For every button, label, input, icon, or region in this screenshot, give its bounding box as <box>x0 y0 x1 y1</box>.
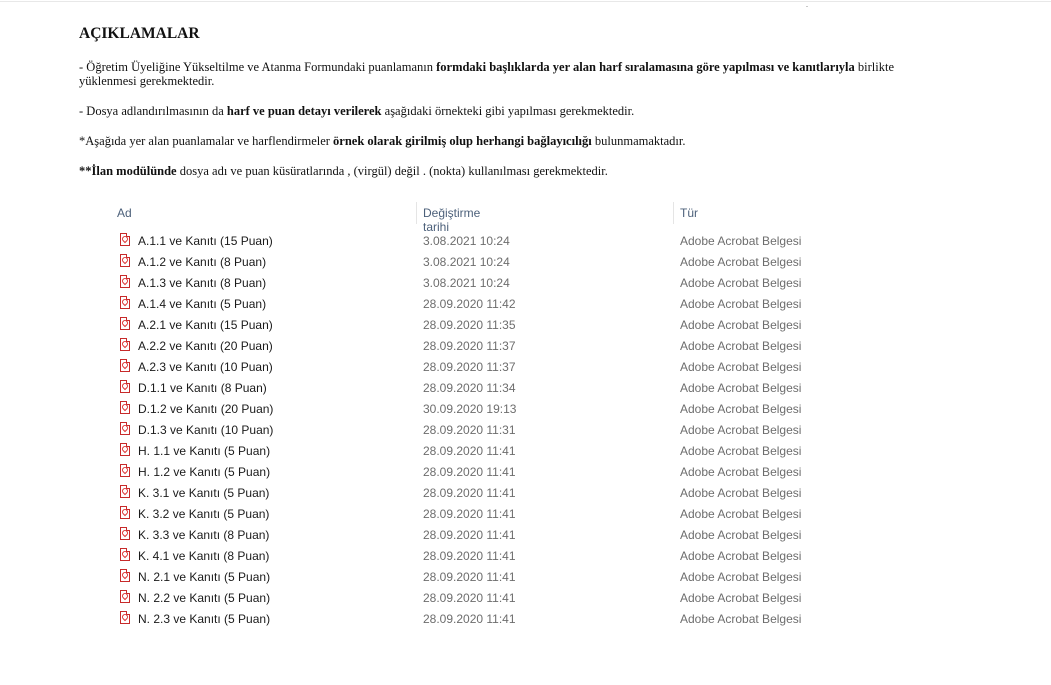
file-name[interactable]: D.1.1 ve Kanıtı (8 Puan) <box>138 381 267 395</box>
file-row[interactable] <box>0 504 900 525</box>
file-type: Adobe Acrobat Belgesi <box>680 486 802 500</box>
file-row[interactable] <box>0 420 900 441</box>
file-row[interactable] <box>0 273 900 294</box>
file-type: Adobe Acrobat Belgesi <box>680 507 802 521</box>
file-date: 28.09.2020 11:37 <box>423 339 516 353</box>
pdf-file-icon <box>120 506 130 519</box>
file-name[interactable]: A.1.3 ve Kanıtı (8 Puan) <box>138 276 267 290</box>
file-name[interactable]: A.2.3 ve Kanıtı (10 Puan) <box>138 360 273 374</box>
file-type: Adobe Acrobat Belgesi <box>680 297 802 311</box>
file-date: 28.09.2020 11:41 <box>423 612 516 626</box>
file-row[interactable] <box>0 462 900 483</box>
paragraph-text: formdaki başlıklarda yer alan harf sıralamasına göre yapılması ve kanıtlarıyla <box>436 60 855 74</box>
file-name[interactable]: N. 2.1 ve Kanıtı (5 Puan) <box>138 570 271 584</box>
file-date: 3.08.2021 10:24 <box>423 234 510 248</box>
file-name[interactable]: H. 1.1 ve Kanıtı (5 Puan) <box>138 444 271 458</box>
file-type: Adobe Acrobat Belgesi <box>680 381 802 395</box>
file-date: 28.09.2020 11:41 <box>423 528 516 542</box>
paragraph-text: - Dosya adlandırılmasının da <box>79 104 227 118</box>
file-type: Adobe Acrobat Belgesi <box>680 444 802 458</box>
file-name[interactable]: A.1.1 ve Kanıtı (15 Puan) <box>138 234 273 248</box>
paragraph-text: bulunmamaktadır. <box>591 134 686 148</box>
file-name[interactable]: K. 4.1 ve Kanıtı (8 Puan) <box>138 549 270 563</box>
column-divider[interactable] <box>673 202 674 224</box>
file-row[interactable] <box>0 609 900 630</box>
pdf-file-icon <box>120 443 130 456</box>
file-type: Adobe Acrobat Belgesi <box>680 465 802 479</box>
file-date: 28.09.2020 11:41 <box>423 507 516 521</box>
file-date: 28.09.2020 11:34 <box>423 381 516 395</box>
pdf-file-icon <box>120 569 130 582</box>
pdf-file-icon <box>120 401 130 414</box>
file-date: 28.09.2020 11:41 <box>423 570 516 584</box>
file-row[interactable] <box>0 315 900 336</box>
file-row[interactable] <box>0 336 900 357</box>
file-type: Adobe Acrobat Belgesi <box>680 591 802 605</box>
pdf-file-icon <box>120 527 130 540</box>
pdf-file-icon <box>120 317 130 330</box>
pdf-file-icon <box>120 485 130 498</box>
pdf-file-icon <box>120 464 130 477</box>
file-type: Adobe Acrobat Belgesi <box>680 402 802 416</box>
file-name[interactable]: A.1.2 ve Kanıtı (8 Puan) <box>138 255 267 269</box>
column-header-date[interactable]: Değiştirme tarihi <box>423 206 481 234</box>
paragraph-text: *Aşağıda yer alan puanlamalar ve harflendirmeler <box>79 134 334 148</box>
file-row[interactable] <box>0 231 900 252</box>
file-date: 28.09.2020 11:41 <box>423 549 516 563</box>
file-row[interactable] <box>0 399 900 420</box>
file-name[interactable]: K. 3.3 ve Kanıtı (8 Puan) <box>138 528 270 542</box>
pdf-file-icon <box>120 611 130 624</box>
paragraph-1 <box>79 60 939 88</box>
paragraph-text: - Öğretim Üyeliğine Yükseltilme ve Atanma Formundaki puanlamanın <box>79 60 437 74</box>
file-date: 28.09.2020 11:41 <box>423 486 516 500</box>
pdf-file-icon <box>120 422 130 435</box>
file-type: Adobe Acrobat Belgesi <box>680 255 802 269</box>
file-row[interactable] <box>0 252 900 273</box>
file-date: 30.09.2020 19:13 <box>423 402 517 416</box>
pdf-file-icon <box>120 233 130 246</box>
column-header-name[interactable]: Ad <box>117 206 132 220</box>
file-type: Adobe Acrobat Belgesi <box>680 276 802 290</box>
pdf-file-icon <box>120 590 130 603</box>
top-border <box>0 1 1051 2</box>
file-name[interactable]: N. 2.3 ve Kanıtı (5 Puan) <box>138 612 271 626</box>
paragraph-text: **İlan modülünde <box>79 164 177 178</box>
file-type: Adobe Acrobat Belgesi <box>680 549 802 563</box>
paragraph-4 <box>79 164 939 178</box>
file-row[interactable] <box>0 441 900 462</box>
file-date: 28.09.2020 11:35 <box>423 318 516 332</box>
file-date: 28.09.2020 11:31 <box>423 423 516 437</box>
file-row[interactable] <box>0 294 900 315</box>
paragraph-text: harf ve puan detayı verilerek <box>226 104 382 118</box>
file-type: Adobe Acrobat Belgesi <box>680 570 802 584</box>
paragraph-text: örnek olarak girilmiş olup herhangi bağlayıcılığı <box>333 134 592 148</box>
file-row[interactable] <box>0 357 900 378</box>
file-name[interactable]: K. 3.2 ve Kanıtı (5 Puan) <box>138 507 270 521</box>
file-type: Adobe Acrobat Belgesi <box>680 423 802 437</box>
file-type: Adobe Acrobat Belgesi <box>680 318 802 332</box>
file-row[interactable] <box>0 567 900 588</box>
file-name[interactable]: A.1.4 ve Kanıtı (5 Puan) <box>138 297 267 311</box>
file-name[interactable]: H. 1.2 ve Kanıtı (5 Puan) <box>138 465 271 479</box>
file-name[interactable]: D.1.2 ve Kanıtı (20 Puan) <box>138 402 274 416</box>
pdf-file-icon <box>120 338 130 351</box>
file-date: 28.09.2020 11:42 <box>423 297 516 311</box>
pdf-file-icon <box>120 275 130 288</box>
file-type: Adobe Acrobat Belgesi <box>680 528 802 542</box>
file-date: 28.09.2020 11:41 <box>423 465 516 479</box>
file-type: Adobe Acrobat Belgesi <box>680 612 802 626</box>
file-row[interactable] <box>0 525 900 546</box>
file-type: Adobe Acrobat Belgesi <box>680 339 802 353</box>
paragraph-text: birlikte yüklenmesi gerekmektedir. <box>79 60 894 88</box>
file-row[interactable] <box>0 546 900 567</box>
pdf-file-icon <box>120 254 130 267</box>
paragraph-text: aşağıdaki örnekteki gibi yapılması gerekmektedir. <box>381 104 635 118</box>
file-name[interactable]: A.2.2 ve Kanıtı (20 Puan) <box>138 339 273 353</box>
column-header-type[interactable]: Tür <box>680 206 698 220</box>
file-date: 3.08.2021 10:24 <box>423 276 510 290</box>
file-date: 28.09.2020 11:41 <box>423 591 516 605</box>
file-date: 3.08.2021 10:24 <box>423 255 510 269</box>
file-row[interactable] <box>0 588 900 609</box>
paragraph-text: dosya adı ve puan küsüratlarında , (virgül) değil . (nokta) kullanılması gerekmektedir. <box>176 164 608 178</box>
top-mark <box>806 6 808 7</box>
file-name[interactable]: N. 2.2 ve Kanıtı (5 Puan) <box>138 591 271 605</box>
pdf-file-icon <box>120 296 130 309</box>
pdf-file-icon <box>120 380 130 393</box>
file-row[interactable] <box>0 483 900 504</box>
file-name[interactable]: K. 3.1 ve Kanıtı (5 Puan) <box>138 486 270 500</box>
column-divider[interactable] <box>416 202 417 224</box>
file-name[interactable]: A.2.1 ve Kanıtı (15 Puan) <box>138 318 273 332</box>
file-row[interactable] <box>0 378 900 399</box>
file-date: 28.09.2020 11:41 <box>423 444 516 458</box>
paragraph-3 <box>79 134 939 148</box>
pdf-file-icon <box>120 548 130 561</box>
paragraph-2 <box>79 104 939 118</box>
file-date: 28.09.2020 11:37 <box>423 360 516 374</box>
file-type: Adobe Acrobat Belgesi <box>680 360 802 374</box>
file-type: Adobe Acrobat Belgesi <box>680 234 802 248</box>
instructions-section <box>79 24 939 178</box>
pdf-file-icon <box>120 359 130 372</box>
document-title: AÇIKLAMALAR <box>79 25 200 42</box>
file-name[interactable]: D.1.3 ve Kanıtı (10 Puan) <box>138 423 274 437</box>
